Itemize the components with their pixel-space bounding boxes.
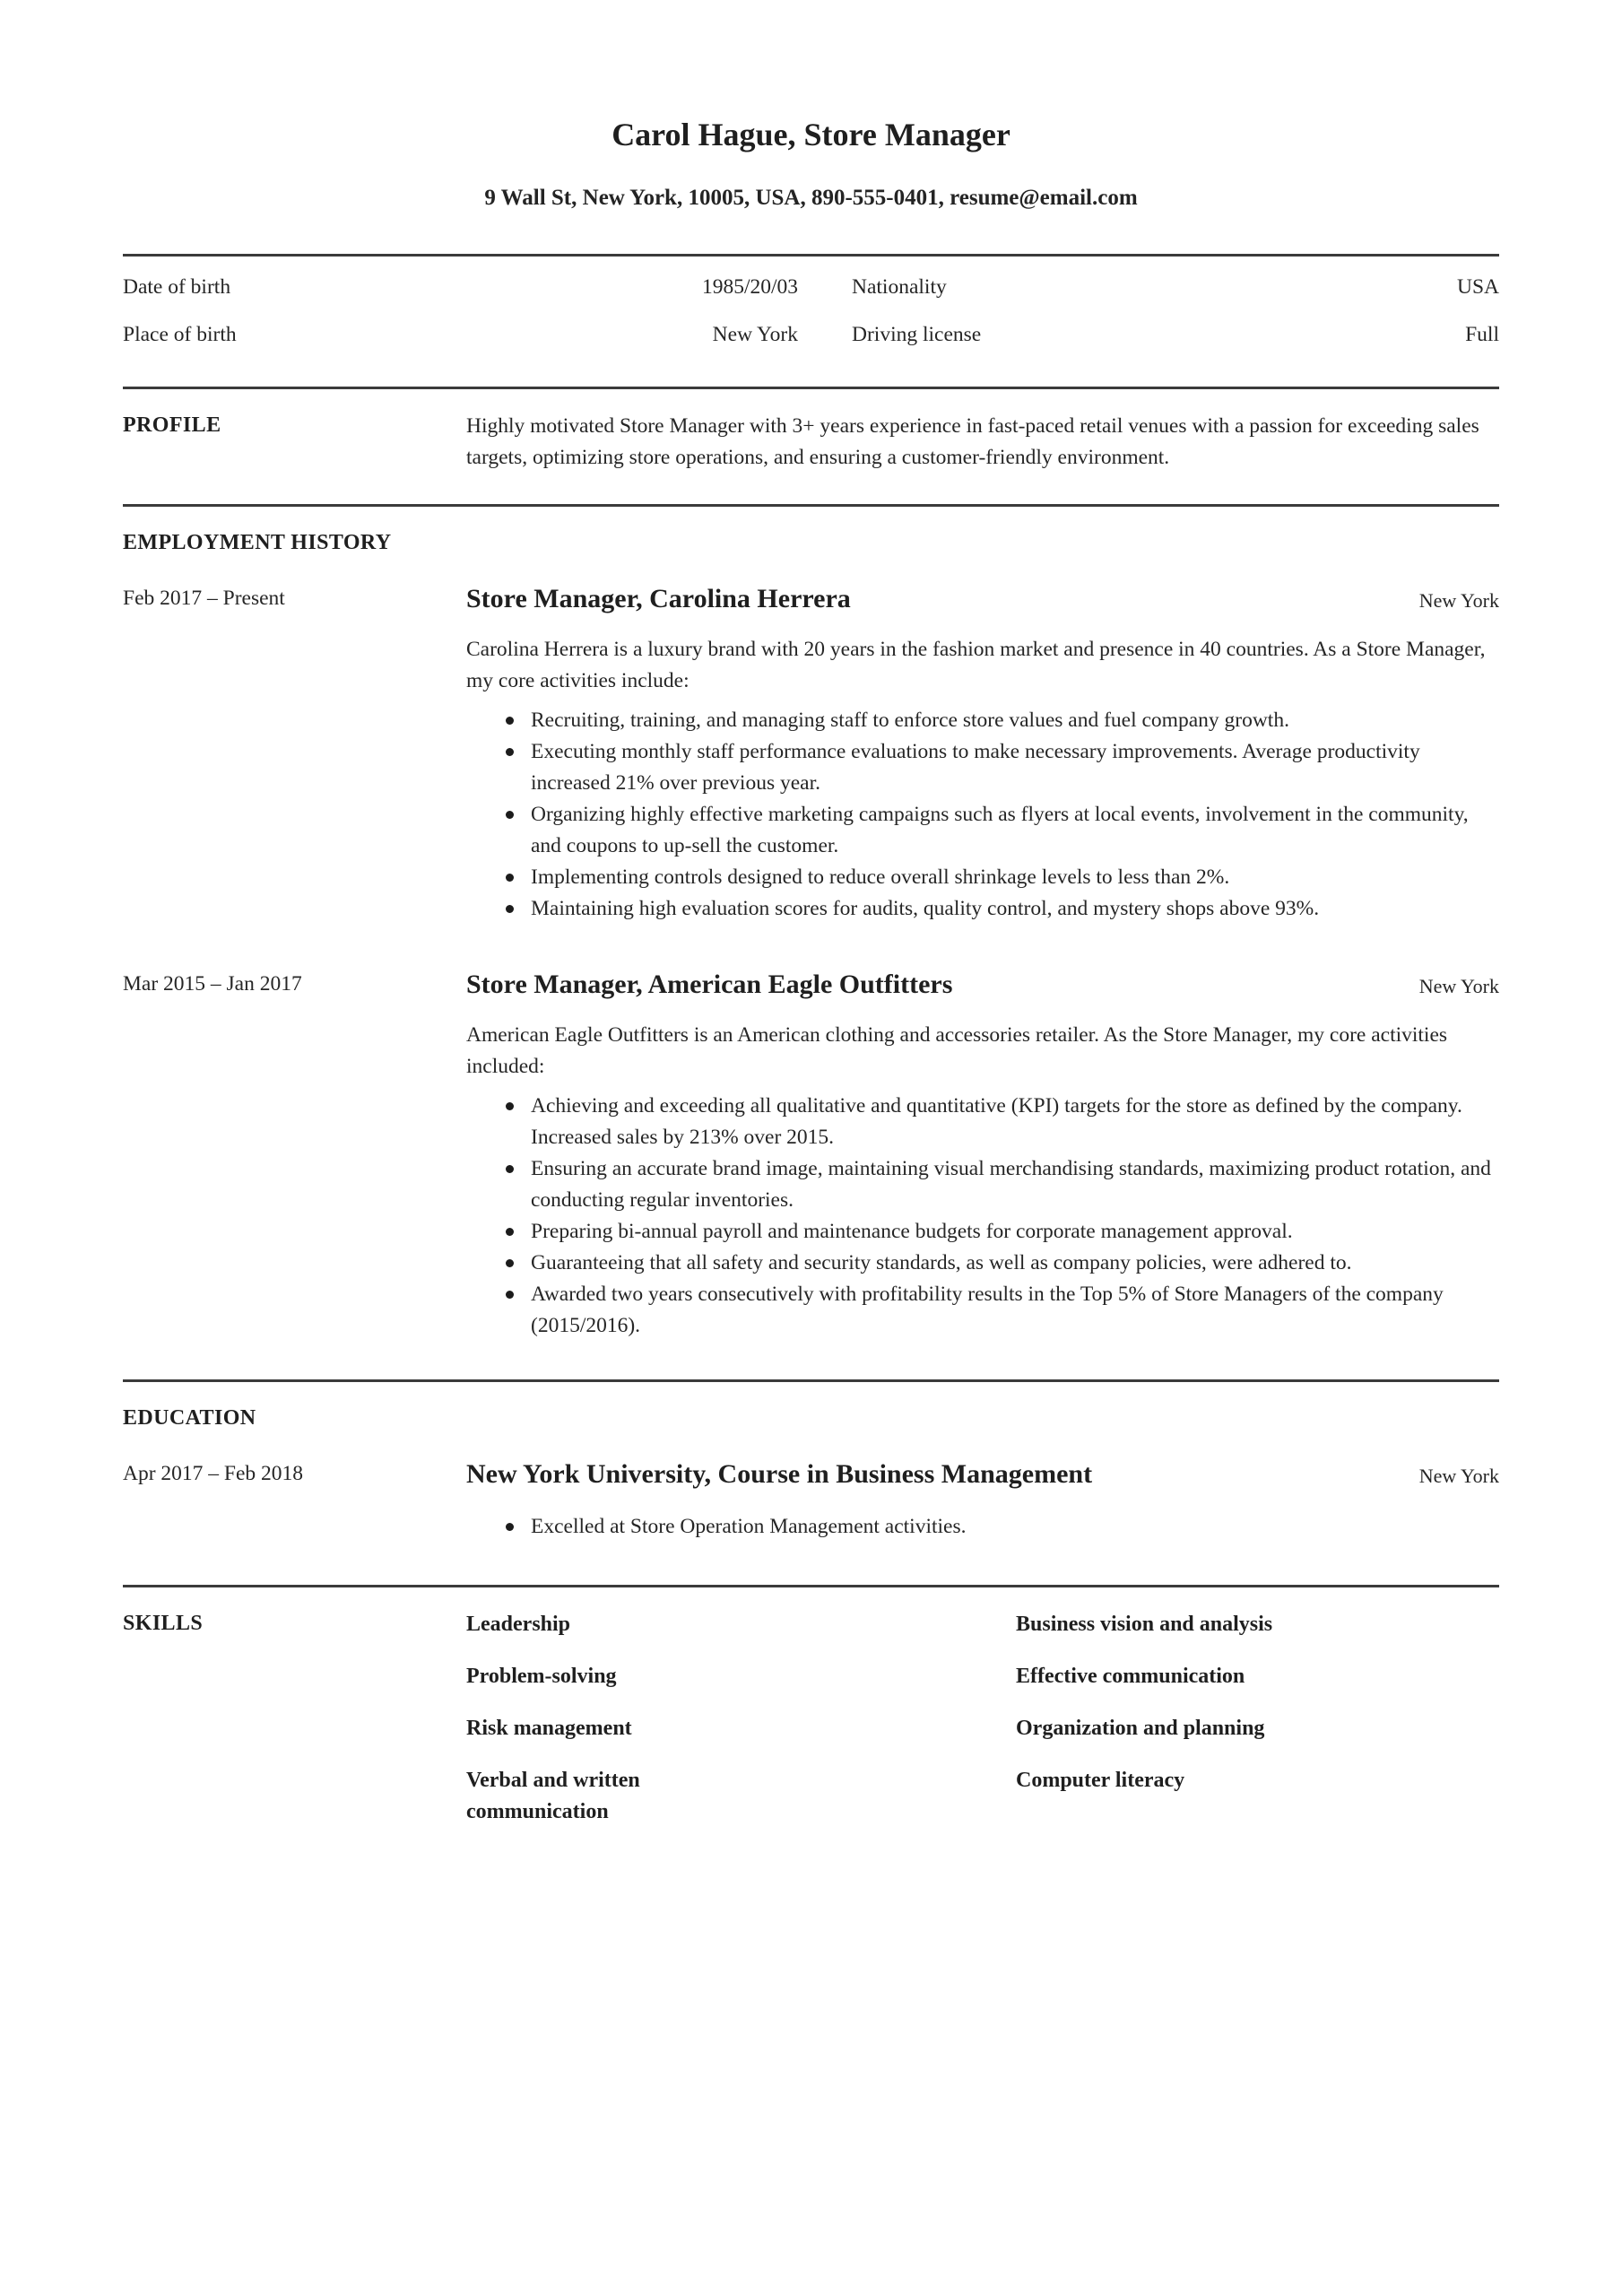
education-header <box>466 1457 1499 1492</box>
education-dates-cell <box>123 1457 466 1543</box>
job-title: Store Manager, American Eagle Outfitters <box>466 970 953 999</box>
job-main-cell <box>466 582 1499 925</box>
resume-header <box>123 0 1499 212</box>
job-bullet: Organizing highly effective marketing campaigns such as flyers at local events, involvement in the community, and coupons to up-sell the customer. <box>531 799 1499 862</box>
education-main-cell <box>466 1457 1499 1543</box>
skill-item: Problem-solving <box>466 1665 617 1688</box>
skills-heading-cell <box>123 1609 466 1828</box>
skill-item: Leadership <box>466 1613 571 1636</box>
detail-value: USA <box>1456 275 1499 299</box>
job-dates: Mar 2015 – Jan 2017 <box>123 972 302 996</box>
details-row <box>123 273 1499 301</box>
job-bullet: Achieving and exceeding all qualitative and quantitative (KPI) targets for the store as defined by the company. Increased sales by 213% over 2015. <box>531 1091 1499 1153</box>
skill-item: Risk management <box>466 1717 632 1740</box>
skill-item: Effective communication <box>1016 1665 1245 1688</box>
skill-item: Computer literacy <box>1016 1769 1185 1792</box>
job-main-cell <box>466 968 1499 1342</box>
job-bullet: Maintaining high evaluation scores for audits, quality control, and mystery shops above 93%. <box>531 893 1499 925</box>
detail-label: Place of birth <box>123 323 237 346</box>
skills-grid <box>466 1609 1499 1828</box>
job-bullet: Awarded two years consecutively with profitability results in the Top 5% of Store Managers of the company (2015/2016). <box>531 1279 1499 1342</box>
profile-section <box>123 389 1499 474</box>
education-bullet: Excelled at Store Operation Management activities. <box>531 1511 1499 1543</box>
job-bullet: Executing monthly staff performance evaluations to make necessary improvements. Average productivity increased 21% over previous year. <box>531 736 1499 799</box>
section-heading-skills: SKILLS <box>123 1612 204 1635</box>
job-bullet: Recruiting, training, and managing staff to enforce store values and fuel company growth. <box>531 705 1499 736</box>
page-title: Carol Hague, Store Manager <box>612 117 1010 152</box>
profile-body-cell <box>466 411 1499 474</box>
detail-value: New York <box>712 323 798 346</box>
detail-label: Driving license <box>852 323 982 346</box>
job-location: New York <box>1418 975 1499 997</box>
section-heading-education: EDUCATION <box>123 1406 256 1430</box>
skill-item: Organization and planning <box>1016 1717 1265 1740</box>
skill-item: Verbal and written communication <box>466 1769 640 1823</box>
job-dates-cell <box>123 582 466 925</box>
profile-heading-cell <box>123 411 466 474</box>
job-bullet-list <box>466 1091 1499 1342</box>
education-location: New York <box>1418 1465 1499 1487</box>
detail-value: 1985/20/03 <box>701 275 798 299</box>
education-bullet-list <box>466 1511 1499 1543</box>
skill-item: Business vision and analysis <box>1016 1613 1273 1636</box>
detail-label: Date of birth <box>123 275 231 299</box>
job-bullet-list <box>466 705 1499 925</box>
job-location: New York <box>1418 589 1499 612</box>
job-header <box>466 582 1499 616</box>
detail-value: Full <box>1465 323 1499 346</box>
job-header <box>466 968 1499 1002</box>
job-description: Carolina Herrera is a luxury brand with 20 years in the fashion market and presence in 40 countries. As a Store Manager, my core activities include: <box>466 638 1486 692</box>
job-bullet: Preparing bi-annual payroll and maintenance budgets for corporate management approval. <box>531 1216 1499 1248</box>
education-dates: Apr 2017 – Feb 2018 <box>123 1462 304 1485</box>
job-title: Store Manager, Carolina Herrera <box>466 584 851 613</box>
resume-content <box>123 0 1499 1828</box>
profile-text: Highly motivated Store Manager with 3+ years experience in fast-paced retail venues with a passion for exceeding sales targets, optimizing store operations, and ensuring a customer-friendly environment. <box>466 414 1479 469</box>
job-dates-cell <box>123 968 466 1342</box>
job-bullet: Implementing controls designed to reduce overall shrinkage levels to less than 2%. <box>531 862 1499 893</box>
job-description: American Eagle Outfitters is an American clothing and accessories retailer. As the Store Manager, my core activities included: <box>466 1023 1448 1078</box>
employment-entry <box>123 968 1499 1342</box>
education-entry <box>123 1457 1499 1543</box>
employment-section <box>123 507 1499 1342</box>
education-title: New York University, Course in Business Management <box>466 1459 1093 1489</box>
skills-section <box>123 1587 1499 1828</box>
employment-entry <box>123 582 1499 925</box>
section-heading-profile: PROFILE <box>123 413 221 437</box>
job-bullet: Guaranteeing that all safety and security standards, as well as company policies, were adhered to. <box>531 1248 1499 1279</box>
education-section <box>123 1382 1499 1543</box>
job-bullet: Ensuring an accurate brand image, maintaining visual merchandising standards, maximizing product rotation, and conducting regular inventories. <box>531 1153 1499 1216</box>
section-heading-employment: EMPLOYMENT HISTORY <box>123 531 392 554</box>
detail-label: Nationality <box>852 275 947 299</box>
contact-line: 9 Wall St, New York, 10005, USA, 890-555-0401, resume@email.com <box>484 186 1138 210</box>
personal-details-section <box>123 257 1499 349</box>
job-dates: Feb 2017 – Present <box>123 587 285 610</box>
details-row <box>123 320 1499 349</box>
